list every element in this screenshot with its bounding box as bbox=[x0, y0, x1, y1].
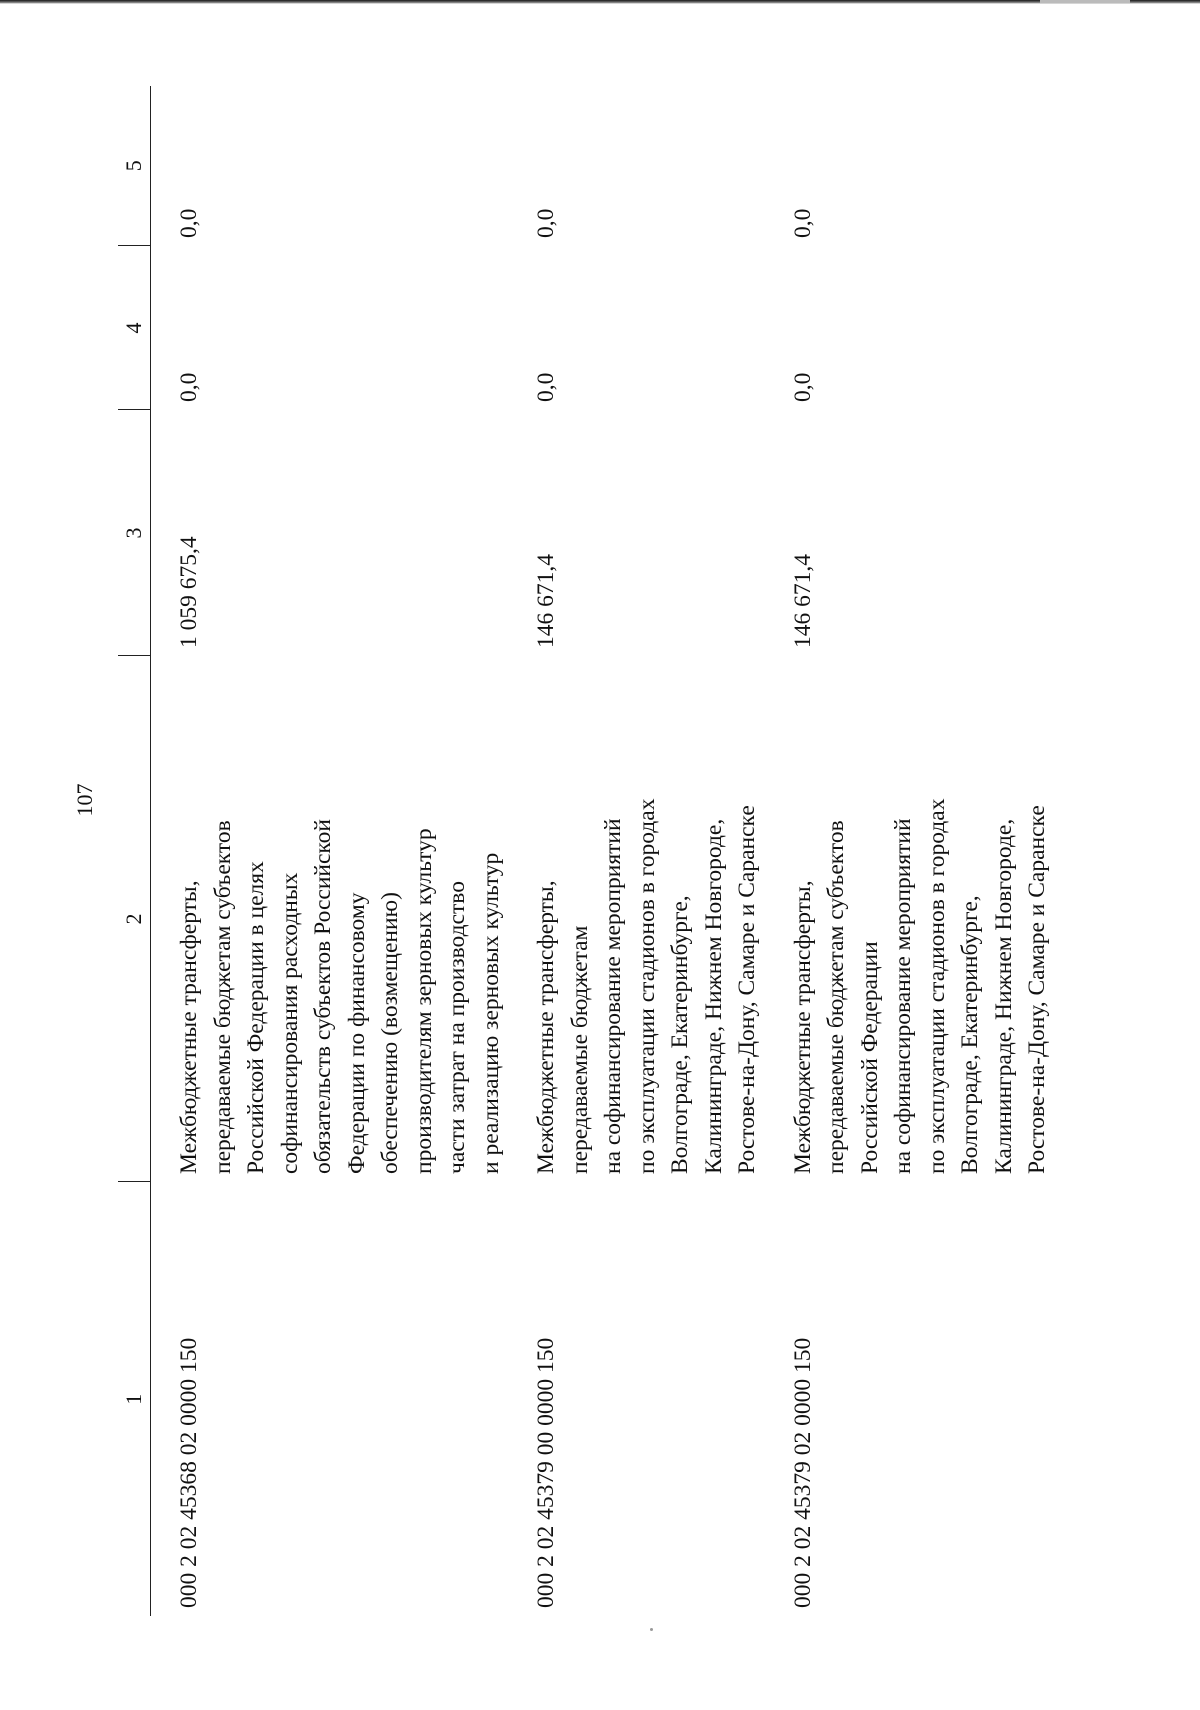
header-col-3: 3 bbox=[118, 410, 151, 656]
table-row bbox=[151, 86, 509, 1616]
header-col-5: 5 bbox=[118, 86, 151, 246]
amount-col3-cell: 1 059 675,4 bbox=[176, 536, 202, 648]
table-row bbox=[508, 86, 765, 1616]
budget-code-cell: 000 2 02 45379 00 0000 150 bbox=[533, 1337, 559, 1608]
amount-col3-cell: 146 671,4 bbox=[533, 554, 559, 648]
header-col-1: 1 bbox=[118, 1182, 151, 1616]
amount-col5-cell: 0,0 bbox=[533, 208, 559, 238]
table-row bbox=[765, 86, 1055, 1616]
header-col-2: 2 bbox=[118, 656, 151, 1182]
header-col-4: 4 bbox=[118, 246, 151, 410]
budget-code-cell: 000 2 02 45368 02 0000 150 bbox=[176, 1337, 202, 1608]
description-cell: Межбюджетные трансферты, передаваемые бюджетам субъектов Российской Федерации на софинансирование мероприятий по эксплуатации стадионов в городах Волгограде, Екатеринбурге, Калининграде, Нижнем Новгороде, Ростове-на-Дону, Самаре и Саранске bbox=[789, 798, 1050, 1174]
description-cell: Межбюджетные трансферты, передаваемые бюджетам на софинансирование мероприятий по эксплуатации стадионов в городах Волгограде, Екатеринбурге, Калининграде, Нижнем Новгороде, Ростове-на-Дону, Самаре и Саранске bbox=[533, 798, 760, 1174]
amount-col5-cell: 0,0 bbox=[789, 208, 816, 238]
budget-revenue-table bbox=[118, 86, 1055, 1616]
amount-col4-cell: 0,0 bbox=[533, 372, 559, 402]
description-cell: Межбюджетные трансферты, передаваемые бюджетам субъектов Российской Федерации в целях софинансирования расходных обязательств субъектов Российской Федерации по финансовому обеспечению (возмещению) производителям зерновых культур части затрат на производство и реализацию зерновых культур bbox=[176, 819, 504, 1174]
amount-col3-cell: 146 671,4 bbox=[789, 554, 816, 648]
amount-col4-cell: 0,0 bbox=[789, 372, 816, 402]
amount-col5-cell: 0,0 bbox=[176, 208, 202, 238]
amount-col4-cell: 0,0 bbox=[176, 372, 202, 402]
page-number: 107 bbox=[72, 783, 97, 817]
budget-code-cell: 000 2 02 45379 02 0000 150 bbox=[789, 1337, 816, 1608]
table-header-row bbox=[118, 86, 151, 1616]
